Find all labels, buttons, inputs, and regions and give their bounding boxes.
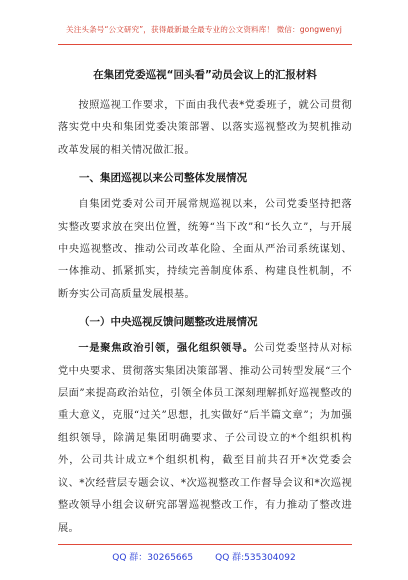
- subsection-1-text: 公司党委坚持从对标党中央要求、贯彻落实集团决策部署、推动公司转型发展“三个层面”来提高政治站位，引领全体员工深刻理解抓好巡视整改的重大意义，克服“过关”思想，扎实做好“后半篇文章”；为加强组织领导，除满足集团明确要求、子公司设立的*个组织机构外，公司共计成立*个组织机构，截至目前共召开*次党委会议、*次经营层专题会议、*次巡视整改工作督导会议和*次巡视整改领导小组会议研究部署巡视整改工作，有力推动了整改进展。: [58, 343, 352, 534]
- document-body: [58, 64, 352, 540]
- footer: [0, 550, 408, 563]
- footer-divider: [58, 544, 352, 545]
- footer-qq-group-1: QQ 群：30265665: [112, 553, 194, 563]
- subsection-1-paragraph: [58, 338, 352, 540]
- header-banner: 关注头条号“公文研究”，获得最新最全最专业的公文资料库！ 微信：gongwenyj: [66, 25, 342, 34]
- header-divider: [58, 44, 352, 45]
- subsection-1-heading: （一）中央巡视反馈问题整改进展情况: [79, 316, 258, 329]
- section-1-paragraph: 自集团党委对公司开展常规巡视以来，公司党委坚持把落实整改要求放在突出位置，统筹“当下改”和“长久立”，与开展中央巡视整改、推动公司改革化险、全面从严治司系统谋划、一体推动、抓紧抓实，持续完善制度体系、构建良性机制，不断夯实公司高质量发展根基。: [58, 199, 352, 300]
- footer-qq-group-2: QQ 群:535304092: [215, 553, 296, 563]
- section-1-heading: 一、集团巡视以来公司整体发展情况: [79, 172, 247, 185]
- document-title: 在集团党委巡视“回头看”动员会议上的汇报材料: [93, 69, 317, 81]
- intro-paragraph: 按照巡视工作要求，下面由我代表*党委班子，就公司贯彻落实党中央和集团党委决策部署、以落实巡视整改为契机推动改革发展的相关情况做汇报。: [58, 100, 352, 156]
- subsection-1-lead: 一是聚焦政治引领，强化组织领导。: [78, 343, 254, 355]
